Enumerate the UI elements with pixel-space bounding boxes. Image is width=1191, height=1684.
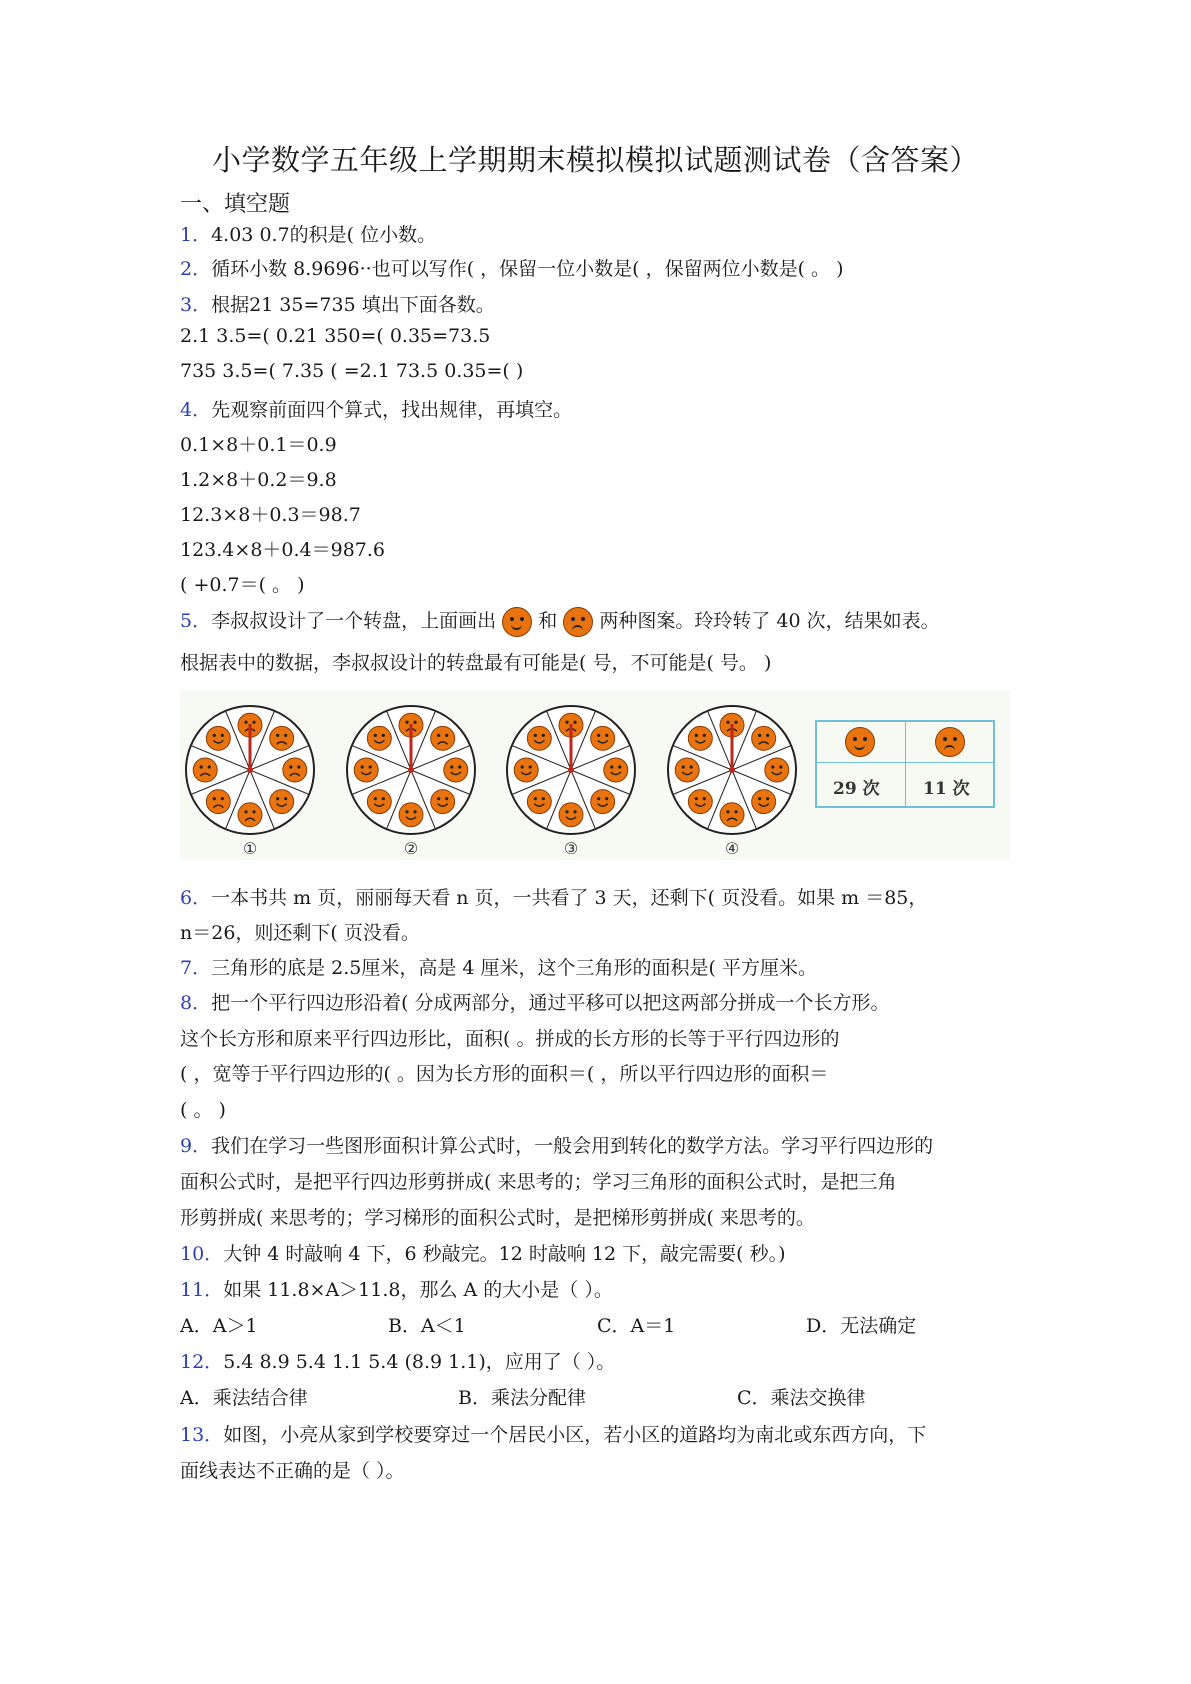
q12-option-c[interactable]: C．乘法交换律: [737, 1387, 866, 1409]
table-divider: [817, 762, 993, 763]
question-text: 一本书共 m 页，丽丽每天看 n 页，一共看了 3 天，还剩下( 页没看。如果 m ＝85，: [211, 887, 928, 909]
spinner-wheel: [507, 706, 635, 834]
question-6: [180, 883, 927, 910]
smile-face-icon: [399, 803, 423, 827]
q12-option-b[interactable]: B．乘法分配律: [458, 1387, 586, 1409]
question-4: [180, 395, 572, 422]
smile-face-icon: [675, 758, 699, 782]
question-number: 2．: [180, 258, 212, 280]
question-number: 1．: [180, 224, 212, 246]
q12-option-a[interactable]: A．乘法结合律: [180, 1387, 308, 1409]
smile-face-icon: [354, 758, 378, 782]
question-text: 李叔叔设计了一个转盘，上面画出: [211, 610, 497, 632]
spinner-wheel: [347, 706, 475, 834]
question-5: [180, 606, 940, 637]
question-text: 5.4 8.9 5.4 1.1 5.4 (8.9 1.1)，应用了（ ）。: [223, 1351, 616, 1373]
smile-count: 29 次: [833, 779, 880, 799]
smile-face-icon: [206, 726, 230, 750]
smile-face-icon: [591, 726, 615, 750]
smile-face-icon: [367, 790, 391, 814]
smile-face-icon: [527, 726, 551, 750]
smile-face-icon: [502, 607, 532, 637]
spinner-wheel: [668, 706, 796, 834]
question-3-row-a: 2.1 3.5=( 0.21 350=( 0.35=73.5: [180, 325, 491, 347]
sad-face-icon: [238, 803, 262, 827]
sad-face-icon: [431, 726, 455, 750]
question-number: 4．: [180, 399, 212, 421]
question-9-line-b: 面积公式时，是把平行四边形剪拼成( 来思考的；学习三角形的面积公式时，是把三角: [180, 1171, 897, 1193]
sad-count: 11 次: [923, 779, 970, 799]
smile-face-icon: [514, 758, 538, 782]
question-7: [180, 953, 817, 980]
question-3-row-b: 735 3.5=( 7.35 ( =2.1 73.5 0.35=( ): [180, 360, 524, 382]
question-8-line-d: ( 。 ): [180, 1099, 226, 1121]
question-text: 先观察前面四个算式，找出规律，再填空。: [211, 399, 573, 421]
smile-face-icon: [604, 758, 628, 782]
question-text: 大钟 4 时敲响 4 下，6 秒敲完。12 时敲响 12 下，敲完需要( 秒。): [223, 1243, 786, 1265]
question-text: 三角形的底是 2.5厘米，高是 4 厘米，这个三角形的面积是( 平方厘米。: [211, 957, 817, 979]
sad-face-icon: [270, 726, 294, 750]
question-text: 循环小数 8.9696··也可以写作( ，保留一位小数是( ，保留两位小数是( 。 ): [211, 258, 844, 280]
question-4-eq-e: ( +0.7＝( 。 ): [180, 574, 305, 596]
question-text: 和: [538, 610, 558, 632]
spinner-wheel: [186, 706, 314, 834]
question-number: 6．: [180, 887, 212, 909]
question-8: [180, 988, 890, 1015]
table-divider: [905, 722, 906, 806]
q11-option-d[interactable]: D．无法确定: [806, 1315, 917, 1337]
sad-face-icon: [283, 758, 307, 782]
section-heading: 一、填空题: [180, 192, 291, 217]
question-9: [180, 1131, 933, 1158]
smile-face-icon: [688, 726, 712, 750]
smile-face-icon: [431, 790, 455, 814]
question-13-line-b: 面线表达不正确的是（ ）。: [180, 1460, 405, 1482]
smile-face-icon: [752, 790, 776, 814]
question-13: [180, 1420, 926, 1447]
smile-face-icon: [688, 790, 712, 814]
result-table: [815, 720, 995, 808]
question-8-line-c: ( ，宽等于平行四边形的( 。因为长方形的面积＝( ，所以平行四边形的面积＝: [180, 1063, 829, 1085]
spinner-label: ②: [403, 839, 419, 858]
question-number: 13．: [180, 1424, 224, 1446]
sad-face-icon: [752, 726, 776, 750]
question-10: [180, 1239, 786, 1266]
smile-face-icon: [765, 758, 789, 782]
question-8-line-b: 这个长方形和原来平行四边形比，面积( 。拼成的长方形的长等于平行四边形的: [180, 1028, 840, 1050]
question-4-eq-d: 123.4×8＋0.4＝987.6: [180, 539, 386, 561]
question-4-eq-b: 1.2×8＋0.2＝9.8: [180, 469, 337, 491]
question-number: 7．: [180, 957, 212, 979]
question-number: 3．: [180, 294, 212, 316]
q11-option-b[interactable]: B．A＜1: [388, 1315, 466, 1337]
question-11: [180, 1275, 613, 1302]
smile-face-icon: [845, 727, 875, 757]
question-number: 10．: [180, 1243, 224, 1265]
question-number: 9．: [180, 1135, 212, 1157]
question-2: [180, 254, 844, 281]
q11-option-c[interactable]: C．A＝1: [597, 1315, 676, 1337]
spinner-hub: [408, 767, 414, 773]
question-text: 根据21 35=735 填出下面各数。: [211, 294, 495, 316]
sad-face-icon: [193, 758, 217, 782]
question-9-line-c: 形剪拼成( 来思考的；学习梯形的面积公式时，是把梯形剪拼成( 来思考的。: [180, 1207, 815, 1229]
sad-face-icon: [563, 607, 593, 637]
question-number: 8．: [180, 992, 212, 1014]
question-text: 把一个平行四边形沿着( 分成两部分，通过平移可以把这两部分拼成一个长方形。: [211, 992, 890, 1014]
question-12: [180, 1347, 615, 1374]
smile-face-icon: [591, 790, 615, 814]
question-4-eq-c: 12.3×8＋0.3＝98.7: [180, 504, 361, 526]
sad-face-icon: [935, 727, 965, 757]
question-number: 5．: [180, 610, 212, 632]
page-title: 小学数学五年级上学期期末模拟模拟试题测试卷（含答案）: [211, 143, 979, 177]
smile-face-icon: [270, 790, 294, 814]
sad-face-icon: [206, 790, 230, 814]
sad-face-icon: [720, 803, 744, 827]
smile-face-icon: [367, 726, 391, 750]
question-6-line-b: n＝26，则还剩下( 页没看。: [180, 922, 420, 944]
question-text: 我们在学习一些图形面积计算公式时，一般会用到转化的数学方法。学习平行四边形的: [211, 1135, 934, 1157]
question-5-line-b: 根据表中的数据，李叔叔设计的转盘最有可能是( 号，不可能是( 号。 ): [180, 652, 772, 674]
question-4-eq-a: 0.1×8＋0.1＝0.9: [180, 434, 337, 456]
question-number: 11．: [180, 1279, 224, 1301]
question-text: 如果 11.8×A＞11.8，那么 A 的大小是（ ）。: [223, 1279, 613, 1301]
smile-face-icon: [527, 790, 551, 814]
question-1: [180, 220, 436, 247]
question-text: 如图，小亮从家到学校要穿过一个居民小区，若小区的道路均为南北或东西方向，下: [223, 1424, 927, 1446]
question-text: 4.03 0.7的积是( 位小数。: [211, 224, 437, 246]
question-3: [180, 290, 495, 317]
spinner-label: ④: [724, 839, 740, 858]
spinner-hub: [247, 767, 253, 773]
smile-face-icon: [444, 758, 468, 782]
question-text: 两种图案。玲玲转了 40 次，结果如表。: [599, 610, 940, 632]
spinner-label: ③: [563, 839, 579, 858]
question-number: 12．: [180, 1351, 224, 1373]
q11-option-a[interactable]: A．A＞1: [180, 1315, 258, 1337]
spinner-hub: [568, 767, 574, 773]
smile-face-icon: [559, 803, 583, 827]
spinner-hub: [729, 767, 735, 773]
spinner-label: ①: [242, 839, 258, 858]
